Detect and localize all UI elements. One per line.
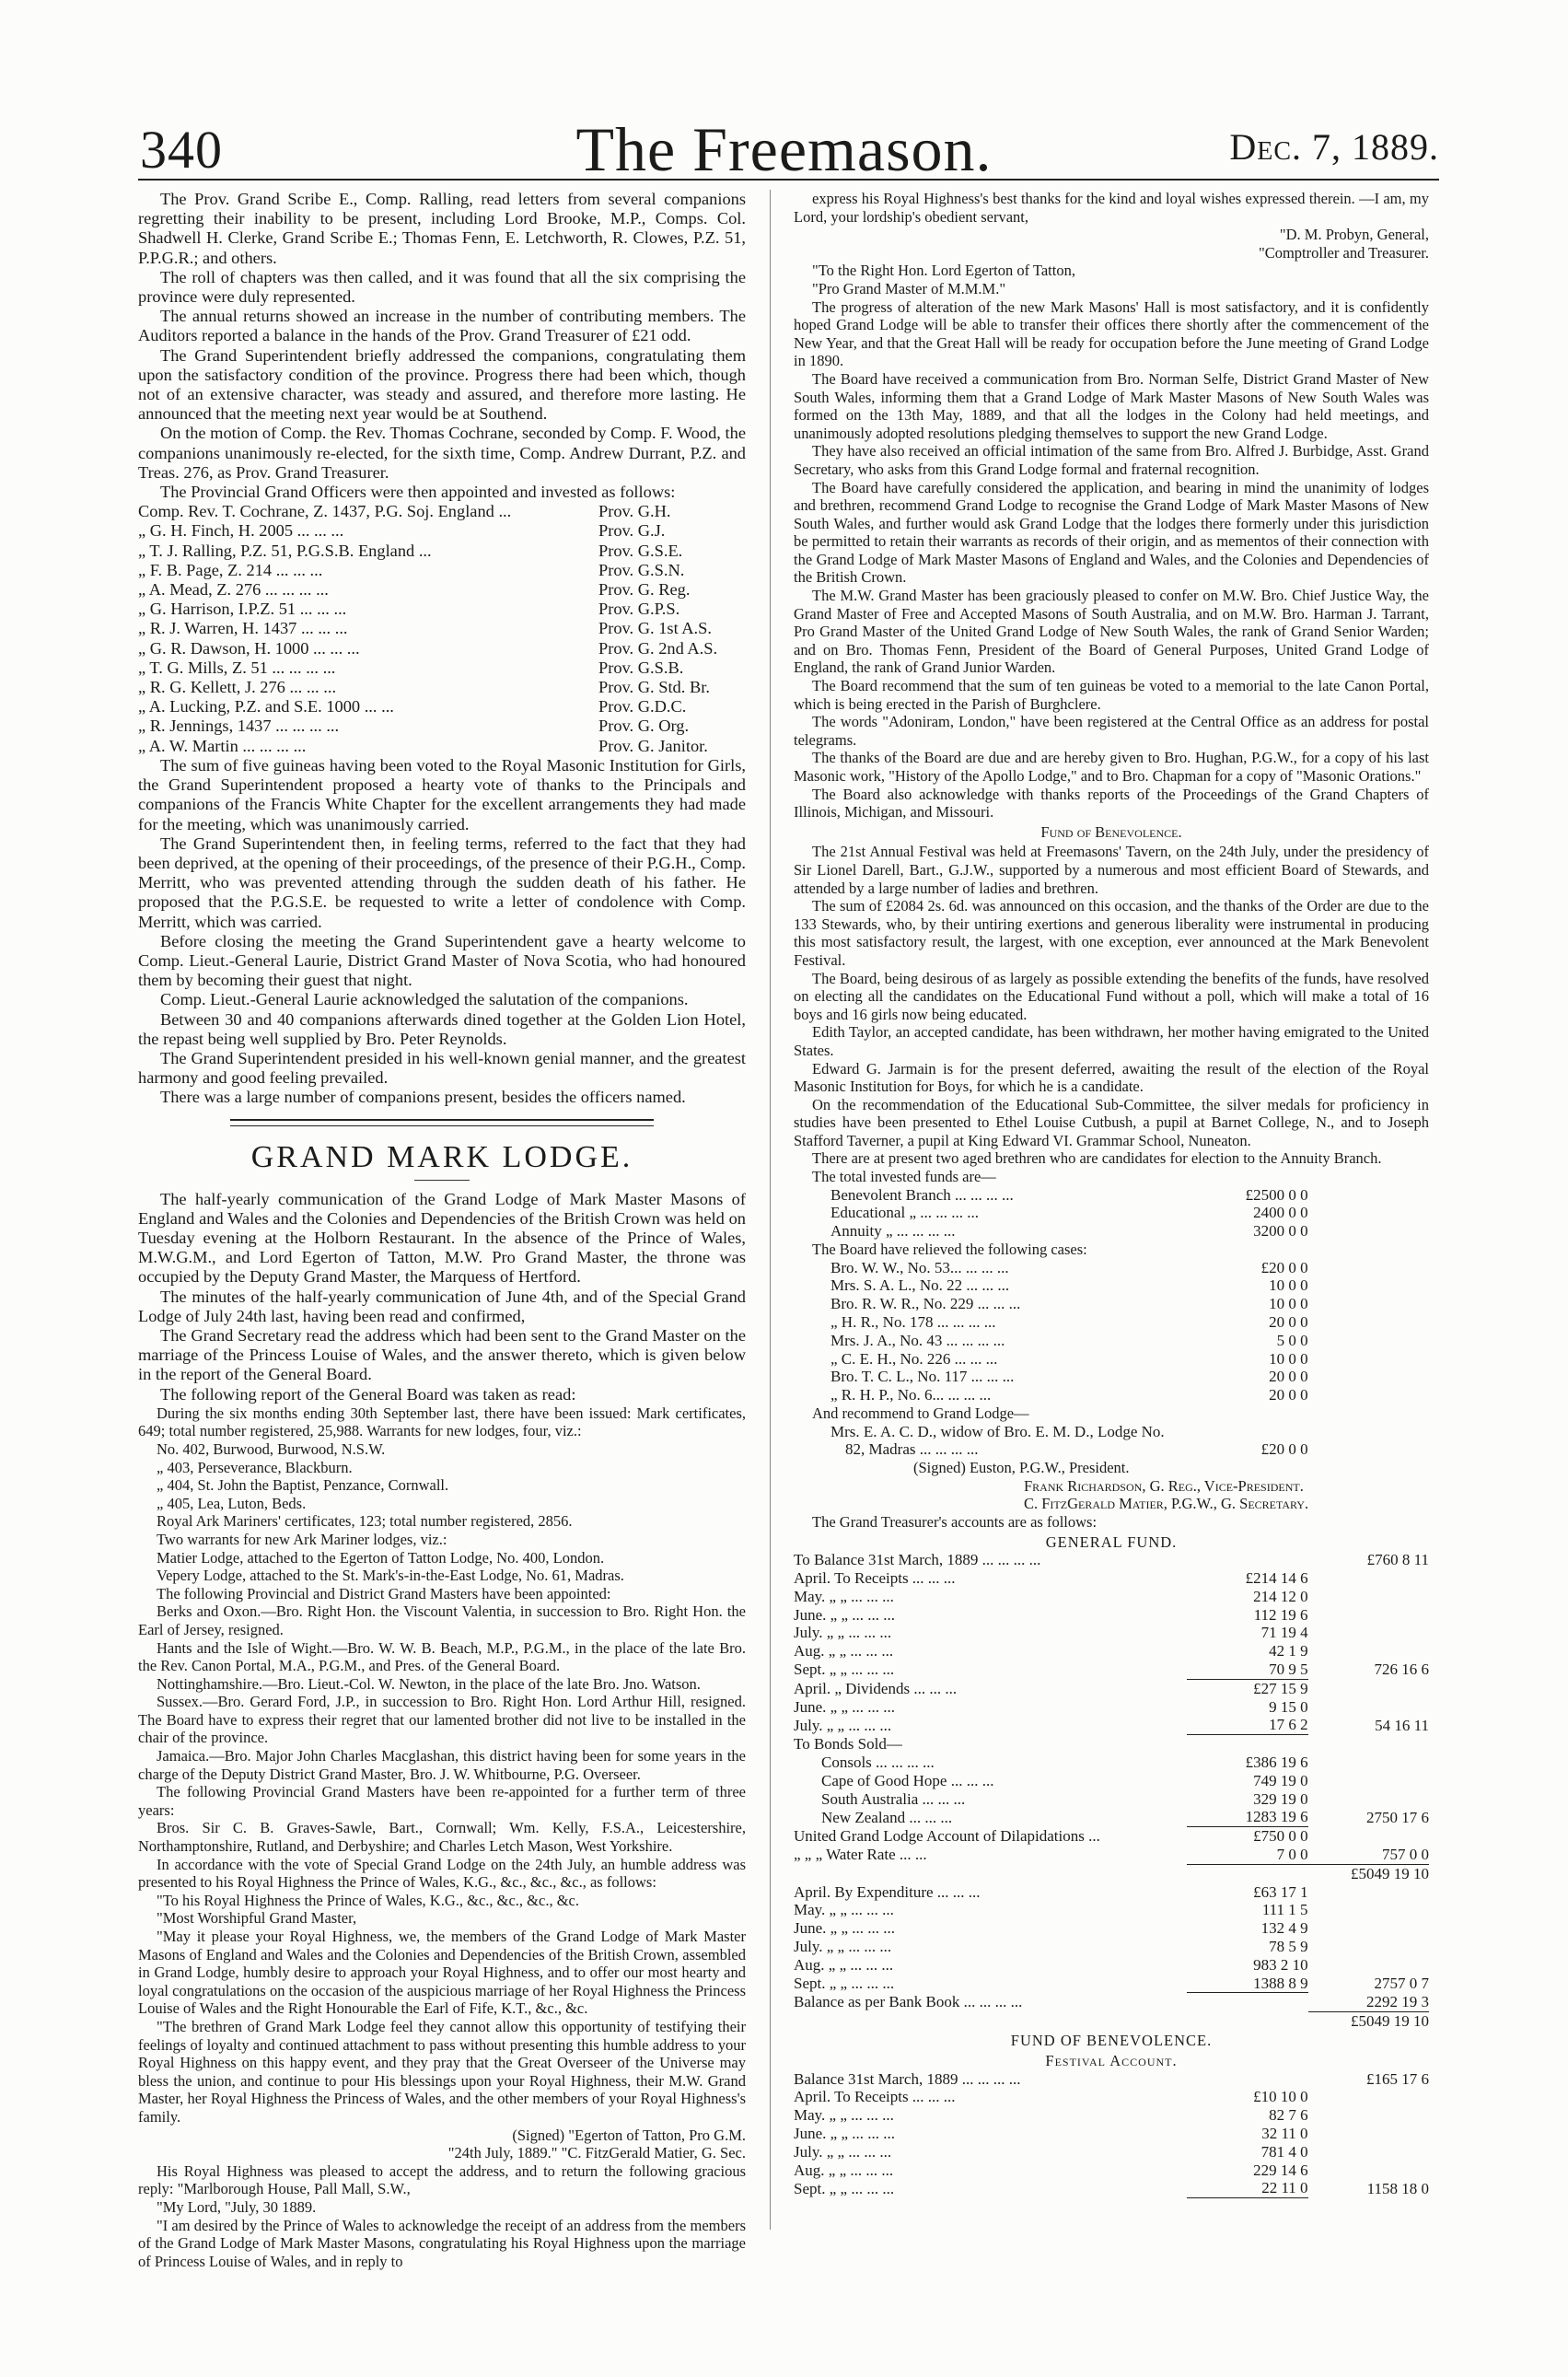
account-amount: 42 1 9: [1269, 1642, 1308, 1660]
case-amount: 10 0 0: [1269, 1349, 1308, 1368]
case-label: Bro. W. W., No. 53... ... ... ...: [830, 1258, 1009, 1276]
report-paragraph: The 21st Annual Festival was held at Freemasons' Tavern, on the 24th July, under the presidency of Sir Lionel Darell, Bart., G.J.W., supported by a numerous and most efficient Board of Stewards, and attended by a large number of ladies and brethren.: [794, 843, 1429, 897]
report-line: Matier Lodge, attached to the Egerton of Tatton Lodge, No. 400, London.: [157, 1548, 605, 1567]
officer-name: „ T. J. Ralling, P.Z. 51, P.G.S.B. England ...: [138, 541, 432, 560]
table-row: [794, 2161, 1429, 2180]
reply-salutation: "My Lord, "July, 30 1889.: [157, 2197, 317, 2216]
account-amount: 749 19 0: [1253, 1771, 1308, 1789]
account-label: United Grand Lodge Account of Dilapidations ...: [794, 1827, 1100, 1846]
reply-signature: "Comptroller and Treasurer.: [1258, 243, 1429, 262]
table-row: [794, 1423, 1429, 1441]
table-row: [794, 2143, 1429, 2161]
account-label: Sept. „ „ ... ... ...: [794, 1975, 895, 1992]
left-column: [138, 190, 746, 2270]
case-amount: 10 0 0: [1269, 1295, 1308, 1313]
report-paragraph: The Board also acknowledge with thanks reports of the Proceedings of the Grand Chapters of Illinois, Michigan, and Missouri.: [794, 785, 1429, 821]
report-paragraph: The progress of alteration of the new Mark Masons' Hall is most satisfactory, and it is confidently hoped Grand Lodge will be able to transfer their offices there shortly after the commencement of the New Year, and that the Great Hall will be ready for occupation before the June meeting of Grand Lodge in 1890.: [794, 297, 1429, 370]
case-amount: 20 0 0: [1269, 1368, 1308, 1386]
officer-name: „ A. Lucking, P.Z. and S.E. 1000 ... ...: [138, 697, 394, 717]
table-row: [794, 2070, 1429, 2089]
table-row: [794, 1735, 1429, 1754]
officer-row: [138, 697, 746, 717]
officer-name: Comp. Rev. T. Cochrane, Z. 1437, P.G. Soj. England ...: [138, 502, 512, 521]
officer-row: [138, 502, 746, 521]
account-amount: £27 15 9: [1253, 1679, 1308, 1697]
table-row: [794, 1938, 1429, 1956]
account-total: £760 8 11: [1366, 1551, 1429, 1569]
officer-name: „ G. Harrison, I.P.Z. 51 ... ... ...: [138, 600, 347, 619]
report-line: „ 404, St. John the Baptist, Penzance, Cornwall.: [157, 1476, 449, 1495]
officer-row: [138, 658, 746, 678]
report-line: „ 403, Perseverance, Blackburn.: [157, 1458, 353, 1476]
article-paragraph: The Provincial Grand Officers were then appointed and invested as follows:: [160, 483, 676, 502]
account-amount: £10 10 0: [1253, 2088, 1308, 2106]
officer-row: [138, 678, 746, 697]
recommend-label: Mrs. E. A. C. D., widow of Bro. E. M. D., Lodge No.: [830, 1422, 1165, 1440]
account-label: May. „ „ ... ... ...: [794, 1587, 894, 1605]
account-label: Aug. „ „ ... ... ...: [794, 2161, 894, 2179]
table-row: [794, 1919, 1429, 1938]
officer-title: Prov. G.S.N.: [598, 560, 685, 579]
officer-row: [138, 521, 746, 541]
officer-title: Prov. G. Reg.: [598, 580, 691, 600]
account-amount: 112 19 6: [1253, 1605, 1308, 1624]
table-row: [794, 1222, 1429, 1241]
recommend-intro: And recommend to Grand Lodge—: [812, 1404, 1029, 1423]
officer-title: Prov. G. Org.: [598, 717, 690, 736]
account-total: 2757 0 7: [1374, 1975, 1429, 1992]
article-paragraph: The Grand Secretary read the address which had been sent to the Grand Master on the marriage of the Princess Louise of Wales, and the answer thereto, which is given below in the report of the General Board.: [138, 1325, 746, 1384]
table-row: [794, 1551, 1429, 1569]
account-label: July. „ „ ... ... ...: [794, 1716, 892, 1734]
fund-label: Annuity „ ... ... ... ...: [830, 1222, 956, 1241]
table-row: [794, 1386, 1429, 1404]
account-label: June. „ „ ... ... ...: [794, 1919, 896, 1938]
address-signature: (Signed) "Egerton of Tatton, Pro G.M.: [512, 2126, 746, 2144]
table-row: [794, 1276, 1429, 1295]
invested-funds-table: [794, 1186, 1429, 1241]
account-label: Aug. „ „ ... ... ...: [794, 1642, 894, 1660]
fund-of-benevolence-heading: Fund of Benevolence.: [1040, 822, 1182, 841]
officer-name: „ R. J. Warren, H. 1437 ... ... ...: [138, 619, 348, 638]
article-paragraph: The following report of the General Board was taken as read:: [160, 1384, 576, 1404]
signature-line: (Signed) Euston, P.G.W., President.: [913, 1459, 1130, 1477]
report-paragraph: The Board, being desirous of as largely as possible extending the benefits of the funds, have resolved on electing all the candidates on the Educational Fund without a poll, which will make a total of 16 boys and 16 girls now being educated.: [794, 969, 1429, 1023]
report-paragraph: Nottinghamshire.—Bro. Lieut.-Col. W. Newton, in the place of the late Bro. Jno. Watson.: [157, 1674, 701, 1693]
article-paragraph: There was a large number of companions present, besides the officers named.: [160, 1088, 686, 1107]
article-paragraph: Comp. Lieut.-General Laurie acknowledged the salutation of the companions.: [160, 990, 689, 1009]
account-label: Sept. „ „ ... ... ...: [794, 2179, 895, 2197]
officer-row: [138, 717, 746, 736]
case-label: Mrs. S. A. L., No. 22 ... ... ...: [830, 1276, 1010, 1295]
account-amount: 1283 19 6: [1187, 1808, 1307, 1826]
report-line: No. 402, Burwood, Burwood, N.S.W.: [157, 1439, 386, 1458]
case-amount: £20 0 0: [1260, 1258, 1308, 1276]
officer-row: [138, 580, 746, 600]
account-label: Cape of Good Hope ... ... ...: [821, 1771, 994, 1789]
account-grand-total: £5049 19 10: [1351, 2011, 1429, 2030]
account-amount: 329 19 0: [1253, 1789, 1308, 1808]
table-row: [794, 1368, 1429, 1386]
table-row: [794, 1259, 1429, 1277]
relieved-intro: The Board have relieved the following cases:: [812, 1241, 1087, 1259]
case-amount: 5 0 0: [1276, 1331, 1308, 1349]
article-paragraph: The Grand Superintendent then, in feeling terms, referred to the fact that they had been deprived, at the opening of their proceedings, of the presence of their P.G.H., Comp. Merritt, who was prevented attending through the sudden death of his father. He proposed that the P.G.S.E. be requested to write a letter of condolence with Comp. Merritt, which was carried.: [138, 833, 746, 931]
fund-amount: £2500 0 0: [1245, 1185, 1308, 1204]
officer-name: „ A. W. Martin ... ... ... ...: [138, 736, 307, 755]
officer-title: Prov. G.J.: [598, 521, 666, 541]
table-row: [794, 2179, 1429, 2197]
report-paragraph: Jamaica.—Bro. Major John Charles Macglashan, this district having been for some years in the charge of the Deputy District Grand Master, Bro. J. W. Whitbourne, P.G. Overseer.: [138, 1747, 746, 1783]
officer-name: „ A. Mead, Z. 276 ... ... ... ...: [138, 580, 329, 600]
report-paragraph: The words "Adoniram, London," have been registered at the Central Office as an address for postal telegrams.: [794, 713, 1429, 749]
report-paragraph: In accordance with the vote of Special Grand Lodge on the 24th July, an humble address was presented to his Royal Highness the Prince of Wales, K.G., &c., &c., &c., as follows:: [138, 1855, 746, 1892]
case-amount: 20 0 0: [1269, 1313, 1308, 1332]
table-row: [794, 1716, 1429, 1734]
reply-addressee: "Pro Grand Master of M.M.M.": [812, 279, 1006, 297]
issue-date-month: Dec.: [1229, 126, 1302, 168]
article-paragraph: The Prov. Grand Scribe E., Comp. Ralling, read letters from several companions regretting their inability to be present, including Lord Brooke, M.P., Comps. Col. Shadwell H. Clerke, Grand Scribe E.; Thomas Fenn, E. Letchworth, R. Clowes, P.Z. 51, P.P.G.R.; and others.: [138, 190, 746, 267]
case-label: „ R. H. P., No. 6... ... ... ...: [830, 1386, 992, 1404]
account-label: To Bonds Sold—: [794, 1735, 902, 1754]
case-label: „ C. E. H., No. 226 ... ... ...: [830, 1349, 998, 1368]
article-paragraph: The Grand Superintendent presided in his well-known genial manner, and the greatest harmony and good feeling prevailed.: [138, 1048, 746, 1088]
article-paragraph: The sum of five guineas having been voted to the Royal Masonic Institution for Girls, the Grand Superintendent proposed a hearty vote of thanks to the Principals and companions of the Francis White Chapter for the excellent arrangements they had made for the meeting, which was unanimously carried.: [138, 755, 746, 833]
address-signature: "24th July, 1889." "C. FitzGerald Matier, G. Sec.: [447, 2144, 746, 2162]
table-row: [794, 1698, 1429, 1717]
benevolence-fund-heading: FUND OF BENEVOLENCE.: [1010, 2032, 1213, 2050]
table-row: [794, 1754, 1429, 1772]
table-row: [794, 1808, 1429, 1826]
article-paragraph: The Grand Superintendent briefly addressed the companions, congratulating them upon the satisfactory condition of the province. Progress there had been which, though not of an extensive character, was steady and assured, and therefore more lasting. He announced that the meeting next year would be at Southend.: [138, 345, 746, 424]
festival-account-table: [794, 2070, 1429, 2199]
reply-intro: His Royal Highness was pleased to accept the address, and to return the following gracious reply: "Marlborough House, Pall Mall, S.W.,: [138, 2161, 746, 2198]
officer-row: [138, 737, 746, 756]
account-label: July. „ „ ... ... ...: [794, 1937, 892, 1955]
account-total: £165 17 6: [1366, 2069, 1429, 2088]
report-paragraph: Bros. Sir C. B. Graves-Sawle, Bart., Cornwall; Wm. Kelly, F.S.A., Leicestershire, Northamptonshire, Rutland, and Derbyshire; and Charles Letch Mason, West Yorkshire.: [138, 1819, 746, 1856]
table-row: [794, 1624, 1429, 1642]
table-row: [794, 1993, 1429, 2011]
signature-line: C. FitzGerald Matier, P.G.W., G. Secretary.: [1024, 1495, 1309, 1513]
report-paragraph: During the six months ending 30th September last, there have been issued: Mark certificates, 649; total number registered, 25,988. Warrants for new lodges, four, viz.:: [138, 1404, 746, 1440]
account-label: April. To Receipts ... ... ...: [794, 1568, 956, 1587]
recommend-amount: £20 0 0: [1260, 1440, 1308, 1459]
account-amount: 32 11 0: [1261, 2124, 1308, 2142]
case-label: „ H. R., No. 178 ... ... ... ...: [830, 1313, 996, 1332]
table-row: [794, 1569, 1429, 1588]
account-amount: 71 19 4: [1260, 1624, 1308, 1642]
table-row: [794, 1956, 1429, 1975]
officer-title: Prov. G.S.B.: [598, 658, 684, 677]
account-amount: £214 14 6: [1245, 1568, 1308, 1587]
address-paragraph: "May it please your Royal Highness, we, the members of the Grand Lodge of Mark Master Masons of England and Wales and the Colonies and Dependencies of the British Crown, assembled in Grand Lodge, humbly desire to approach your Royal Highness, and to offer our most hearty and loyal congratulations on the occasion of the auspicious marriage of her Royal Highness the Princess Louise of Wales and the Right Honourable the Earl of Fife, K.T., &c., &c.: [138, 1928, 746, 2018]
account-label: July. „ „ ... ... ...: [794, 1624, 892, 1642]
account-amount: 132 4 9: [1260, 1919, 1308, 1938]
table-row: [794, 1883, 1429, 1902]
account-amount: 82 7 6: [1269, 2106, 1308, 2125]
general-fund-heading: GENERAL FUND.: [1045, 1532, 1178, 1551]
report-paragraph: On the recommendation of the Educational Sub-Committee, the silver medals for proficiency in studies have been presented to Ethel Louise Cutbush, a pupil at Barnet College, N., and to Joseph Stafford Taverner, a pupil at King Edward VI. Grammar School, Nuneaton.: [794, 1095, 1429, 1149]
reply-signature: "D. M. Probyn, General,: [1279, 226, 1429, 244]
right-column: [794, 190, 1429, 2198]
officer-title: Prov. G.H.: [598, 502, 671, 521]
table-row: [794, 2011, 1429, 2030]
account-amount: 22 11 0: [1187, 2179, 1307, 2197]
report-paragraph: Two warrants for new Ark Mariner lodges, viz.:: [157, 1530, 447, 1548]
article-paragraph: Between 30 and 40 companions afterwards dined together at the Golden Lion Hotel, the repast being well supplied by Bro. Peter Reynolds.: [138, 1009, 746, 1048]
table-row: [794, 1642, 1429, 1660]
festival-account-heading: Festival Account.: [1045, 2051, 1178, 2069]
account-total: 2292 19 3: [1308, 1993, 1429, 2011]
report-paragraph: Sussex.—Bro. Gerard Ford, J.P., in succession to Bro. Right Hon. Lord Arthur Hill, resigned. The Board have to express their regret that our lamented brother did not live to be installed in the chair of the province.: [138, 1693, 746, 1747]
account-amount: 111 1 5: [1261, 1901, 1308, 1919]
report-paragraph: The Board have carefully considered the application, and bearing in mind the unanimity of lodges and brethren, recommend Grand Lodge to recognise the Grand Lodge of Mark Master Masons of New South Wales, and further would ask Grand Lodge that the lodges there formerly under this jurisdiction be permitted to retain their warrants as records of their origin, and as mementos of their connection with the Grand Lodge of Mark Master Masons of England and Wales, and the Colonies and Dependencies of the British Crown.: [794, 478, 1429, 587]
officer-title: Prov. G.D.C.: [598, 697, 687, 717]
report-paragraph: Royal Ark Mariners' certificates, 123; total number registered, 2856.: [157, 1512, 573, 1531]
table-row: [794, 1790, 1429, 1809]
officer-name: „ R. Jennings, 1437 ... ... ... ...: [138, 717, 340, 736]
case-label: Mrs. J. A., No. 43 ... ... ... ...: [830, 1331, 1005, 1349]
case-label: Bro. R. W. R., No. 229 ... ... ...: [830, 1295, 1021, 1313]
account-label: Sept. „ „ ... ... ...: [794, 1660, 895, 1679]
account-amount: £63 17 1: [1253, 1882, 1308, 1901]
article-paragraph: The half-yearly communication of the Grand Lodge of Mark Master Masons of England and Wales and the Colonies and Dependencies of the British Crown was held on Tuesday evening at the Holborn Restaurant. In the absence of the Prince of Wales, M.W.G.M., and Lord Egerton of Tatton, M.W. Pro Grand Master, the throne was occupied by the Deputy Grand Master, the Marquess of Hertford.: [138, 1189, 746, 1287]
fund-label: Educational „ ... ... ... ...: [830, 1204, 979, 1222]
officer-title: Prov. G.S.E.: [598, 541, 683, 560]
report-paragraph: The thanks of the Board are due and are hereby given to Bro. Hughan, P.G.W., for a copy of his last Masonic work, "History of the Apollo Lodge," and to Bro. Chapman for a copy of "Masonic Orations.": [794, 749, 1429, 785]
report-paragraph: The Board recommend that the sum of ten guineas be voted to a memorial to the late Canon Portal, which is being erected in the Parish of Burghclere.: [794, 677, 1429, 713]
header-rule: [138, 179, 1439, 181]
officer-title: Prov. G. 2nd A.S.: [598, 638, 718, 658]
account-label: May. „ „ ... ... ...: [794, 2106, 894, 2125]
account-total: 2750 17 6: [1366, 1808, 1429, 1826]
fund-amount: 2400 0 0: [1253, 1204, 1308, 1222]
account-amount: 70 9 5: [1187, 1660, 1307, 1679]
table-row: [794, 2088, 1429, 2106]
account-amount: £750 0 0: [1253, 1827, 1308, 1846]
fund-label: Benevolent Branch ... ... ... ...: [830, 1185, 1014, 1204]
officer-row: [138, 561, 746, 580]
account-amount: £386 19 6: [1245, 1753, 1308, 1771]
case-label: Bro. T. C. L., No. 117 ... ... ...: [830, 1368, 1015, 1386]
officer-name: „ G. R. Dawson, H. 1000 ... ... ...: [138, 638, 360, 658]
table-row: [794, 1204, 1429, 1222]
account-amount: 7 0 0: [1187, 1846, 1307, 1864]
table-row: [794, 1901, 1429, 1919]
report-paragraph: The M.W. Grand Master has been graciously pleased to confer on M.W. Bro. Chief Justice Way, the Grand Master of Free and Accepted Masons of South Australia, and on M.W. Bro. Harman J. Tarrant, Pro Grand Master of the United Grand Lodge of New South Wales, the rank of Grand Senior Warden; and on Bro. Thomas Fenn, President of the Board of General Purposes, United Grand Lodge of England, the rank of Grand Junior Warden.: [794, 587, 1429, 677]
page-number: 340: [140, 120, 223, 180]
article-paragraph: The minutes of the half-yearly communication of June 4th, and of the Special Grand Lodge of July 24th last, having been read and confirmed,: [138, 1287, 746, 1325]
account-amount: 9 15 0: [1269, 1697, 1308, 1716]
officer-title: Prov. G. 1st A.S.: [598, 619, 712, 638]
account-total: 726 16 6: [1374, 1660, 1429, 1679]
account-label: April. By Expenditure ... ... ...: [794, 1882, 981, 1901]
reply-paragraph: express his Royal Highness's best thanks for the kind and loyal wishes expressed therein. —I am, my Lord, your lordship's obedient servant,: [794, 190, 1429, 226]
masthead-title: The Freemason.: [575, 114, 993, 184]
case-amount: 10 0 0: [1269, 1276, 1308, 1295]
table-row: [794, 1772, 1429, 1790]
reply-addressee: "To the Right Hon. Lord Egerton of Tatton,: [812, 262, 1075, 280]
account-label: June. „ „ ... ... ...: [794, 1697, 896, 1716]
signature-line: Frank Richardson, G. Reg., Vice-President.: [1024, 1476, 1304, 1495]
table-row: [794, 1295, 1429, 1313]
reply-paragraph: "I am desired by the Prince of Wales to acknowledge the receipt of an address from the members of the Grand Lodge of Mark Master Masons, congratulating his Royal Highness upon the marriage of Princess Louise of Wales, and in reply to: [138, 2216, 746, 2270]
account-amount: 1388 8 9: [1187, 1975, 1307, 1993]
table-row: [794, 1186, 1429, 1205]
account-label: April. To Receipts ... ... ...: [794, 2088, 956, 2106]
column-divider: [770, 190, 771, 2230]
account-label: June. „ „ ... ... ...: [794, 1605, 896, 1624]
account-label: Aug. „ „ ... ... ...: [794, 1955, 894, 1974]
section-subrule: [414, 1180, 470, 1181]
officer-name: „ G. H. Finch, H. 2005 ... ... ...: [138, 521, 344, 541]
table-row: [794, 2106, 1429, 2125]
account-amount: 229 14 6: [1253, 2161, 1308, 2179]
article-paragraph: On the motion of Comp. the Rev. Thomas Cochrane, seconded by Comp. F. Wood, the companions unanimously re-elected, for the sixth time, Comp. Andrew Durrant, P.Z. and Treas. 276, as Prov. Grand Treasurer.: [138, 424, 746, 482]
report-paragraph: The following Provincial and District Grand Masters have been appointed:: [157, 1584, 611, 1602]
account-amount: 781 4 0: [1260, 2142, 1308, 2161]
report-paragraph: Berks and Oxon.—Bro. Right Hon. the Viscount Valentia, in succession to Bro. Right Hon. the Earl of Jersey, resigned.: [138, 1602, 746, 1638]
account-label: Balance 31st March, 1889 ... ... ... ...: [794, 2069, 1021, 2088]
table-row: [794, 1846, 1429, 1864]
table-row: [794, 1350, 1429, 1369]
case-amount: 20 0 0: [1269, 1386, 1308, 1404]
issue-date-day-year: 7, 1889.: [1302, 126, 1439, 168]
officer-title: Prov. G. Janitor.: [598, 736, 708, 755]
account-label: „ „ „ Water Rate ... ...: [794, 1846, 927, 1864]
officer-name: „ T. G. Mills, Z. 51 ... ... ... ...: [138, 658, 336, 677]
treasurer-intro: The Grand Treasurer's accounts are as follows:: [812, 1512, 1098, 1531]
report-paragraph: There are at present two aged brethren who are candidates for election to the Annuity Branch.: [812, 1149, 1382, 1168]
account-label: July. „ „ ... ... ...: [794, 2142, 892, 2161]
table-row: [794, 1588, 1429, 1606]
section-heading: GRAND MARK LODGE.: [250, 1139, 633, 1174]
address-line: "To his Royal Highness the Prince of Wales, K.G., &c., &c., &c., &c.: [157, 1891, 579, 1909]
officer-row: [138, 542, 746, 561]
account-label: Consols ... ... ... ...: [821, 1753, 935, 1771]
account-total: 54 16 11: [1375, 1716, 1429, 1734]
report-paragraph: Edward G. Jarmain is for the present deferred, awaiting the result of the election of the Royal Masonic Institution for Boys, for which he is a candidate.: [794, 1059, 1429, 1096]
account-amount: 78 5 9: [1269, 1937, 1308, 1955]
account-label: New Zealand ... ... ...: [821, 1808, 953, 1826]
issue-date: [1229, 126, 1439, 168]
report-line: Vepery Lodge, attached to the St. Mark's-in-the-East Lodge, No. 61, Madras.: [157, 1567, 624, 1585]
officer-name: „ R. G. Kellett, J. 276 ... ... ...: [138, 678, 337, 697]
section-rule: [230, 1119, 654, 1126]
account-label: Balance as per Bank Book ... ... ... ...: [794, 1993, 1023, 2011]
report-paragraph: Hants and the Isle of Wight.—Bro. W. W. B. Beach, M.P., P.G.M., in the place of the late Bro. the Rev. Canon Portal, M.A., P.G.M., and Pres. of the General Board.: [138, 1638, 746, 1675]
account-label: May. „ „ ... ... ...: [794, 1901, 894, 1919]
account-total: 757 0 0: [1308, 1846, 1429, 1864]
officer-name: „ F. B. Page, Z. 214 ... ... ...: [138, 560, 323, 579]
report-paragraph: The sum of £2084 2s. 6d. was announced on this occasion, and the thanks of the Order are due to the 133 Stewards, who, by their untiring exertions and generous liberality were instrumental in producing this most satisfactory result, the largest, with one exception, ever announced at the Mark Benevolent Festival.: [794, 897, 1429, 969]
table-row: [794, 1332, 1429, 1350]
account-total: 1158 18 0: [1366, 2179, 1429, 2197]
account-grand-total: £5049 19 10: [1351, 1864, 1429, 1882]
account-label: June. „ „ ... ... ...: [794, 2124, 896, 2142]
officer-title: Prov. G. Std. Br.: [598, 678, 710, 697]
funds-intro: The total invested funds are—: [812, 1168, 996, 1186]
officer-row: [138, 600, 746, 619]
table-row: [794, 1827, 1429, 1846]
account-label: April. „ Dividends ... ... ...: [794, 1679, 958, 1697]
officer-title: Prov. G.P.S.: [598, 600, 680, 619]
table-row: [794, 1606, 1429, 1625]
report-paragraph: The following Provincial Grand Masters have been re-appointed for a further term of three years:: [138, 1783, 746, 1819]
officer-row: [138, 639, 746, 658]
officer-row: [138, 619, 746, 638]
table-row: [794, 1864, 1429, 1882]
report-paragraph: Edith Taylor, an accepted candidate, has been withdrawn, her mother having emigrated to the United States.: [794, 1023, 1429, 1059]
table-row: [794, 1440, 1429, 1459]
article-paragraph: The annual returns showed an increase in the number of contributing members. The Auditors reported a balance in the hands of the Prov. Grand Treasurer of £21 odd.: [138, 307, 746, 345]
general-fund-table: [794, 1551, 1429, 2030]
report-paragraph: They have also received an official intimation of the same from Bro. Alfred J. Burbidge, Asst. Grand Secretary, who asks from this Grand Lodge formal and fraternal recognition.: [794, 442, 1429, 478]
table-row: [794, 1975, 1429, 1993]
account-label: South Australia ... ... ...: [821, 1789, 966, 1808]
board-report: [138, 1404, 746, 2271]
article-paragraph: The roll of chapters was then called, and it was found that all the six comprising the province were duly represented.: [138, 267, 746, 307]
recommend-table: [794, 1423, 1429, 1460]
account-amount: 214 12 0: [1253, 1587, 1308, 1605]
table-row: [794, 1660, 1429, 1679]
report-paragraph: The Board have received a communication from Bro. Norman Selfe, District Grand Master of New South Wales, informing them that a Grand Lodge of Mark Master Masons of New South Wales was formed on the 13th May, 1889, and that all the lodges in the Colony had held meetings, and unanimously adopted resolutions pledging themselves to support the new Grand Lodge.: [794, 369, 1429, 442]
recommend-label: 82, Madras ... ... ... ...: [845, 1440, 979, 1459]
report-line: „ 405, Lea, Luton, Beds.: [157, 1494, 307, 1512]
account-amount: 983 2 10: [1253, 1955, 1308, 1974]
relieved-cases-table: [794, 1259, 1429, 1404]
table-row: [794, 1313, 1429, 1332]
table-row: [794, 2125, 1429, 2143]
article-paragraph: Before closing the meeting the Grand Superintendent gave a hearty welcome to Comp. Lieut.-General Laurie, District Grand Master of Nova Scotia, who had honoured them by becoming their guest that night.: [138, 931, 746, 990]
account-label: To Balance 31st March, 1889 ... ... ... ...: [794, 1551, 1041, 1569]
fund-amount: 3200 0 0: [1253, 1222, 1308, 1241]
address-line: "Most Worshipful Grand Master,: [157, 1909, 357, 1928]
address-paragraph: "The brethren of Grand Mark Lodge feel they cannot allow this opportunity of testifying their feelings of loyalty and continued attachment to pass without presenting this humble address to your Royal Highness on this happy event, and they pray that the Great Overseer of the Universe may bless the union, and continue to pour His blessings upon your Royal Highness, their M.W. Grand Master, her Royal Highness the Princess of Wales, and the other members of your Royal Highness's family.: [138, 2017, 746, 2126]
account-amount: 17 6 2: [1187, 1716, 1307, 1734]
table-row: [794, 1679, 1429, 1697]
officers-list: [138, 502, 746, 756]
